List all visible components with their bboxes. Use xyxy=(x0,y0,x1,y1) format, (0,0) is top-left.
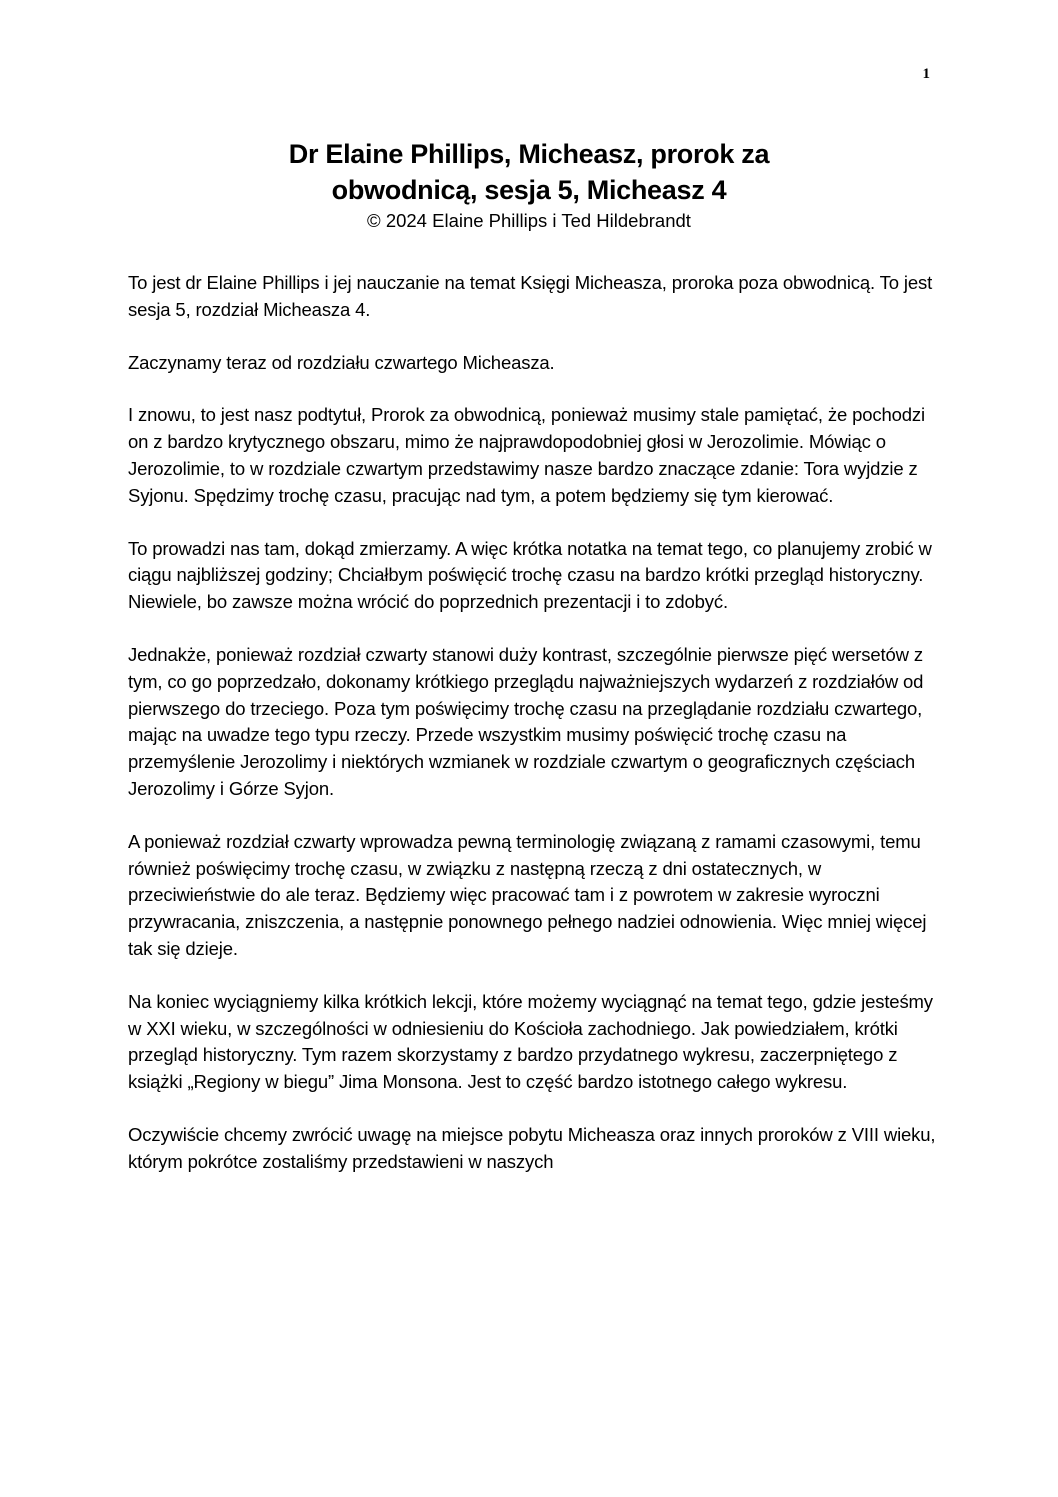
paragraph-2: Zaczynamy teraz od rozdziału czwartego Micheasza. xyxy=(128,351,555,373)
document-header xyxy=(128,136,930,234)
copyright-line: © 2024 Elaine Phillips i Ted Hildebrandt xyxy=(367,210,691,231)
paragraph-7: Na koniec wyciągniemy kilka krótkich lekcji, które możemy wyciągnąć na temat tego, gdzie jesteśmy w XXI wieku, w szczególności w odniesieniu do Kościoła zachodniego. Jak powiedziałem, krótki przegląd historyczny. Tym razem skorzystamy z bardzo przydatnego wykresu, zaczerpniętego z książki „Regiony w biegu” Jima Monsona. Jest to część bardzo istotnego całego wykresu. xyxy=(128,990,933,1093)
title-line-2: obwodnicą, sesja 5, Micheasz 4 xyxy=(331,175,727,205)
paragraph-4: To prowadzi nas tam, dokąd zmierzamy. A więc krótka notatka na temat tego, co planujemy zrobić w ciągu najbliższej godziny; Chciałbym poświęcić trochę czasu na bardzo krótki przegląd historyczny. Niewiele, bo zawsze można wrócić do poprzednich prezentacji i to zdobyć. xyxy=(128,537,932,613)
title-line-1: Dr Elaine Phillips, Micheasz, prorok za xyxy=(288,139,770,169)
paragraph-1: To jest dr Elaine Phillips i jej nauczanie na temat Księgi Micheasza, proroka poza obwodnicą. To jest sesja 5, rozdział Micheasza 4. xyxy=(128,272,933,320)
page-number: 1 xyxy=(922,66,930,82)
paragraph-5: Jednakże, ponieważ rozdział czwarty stanowi duży kontrast, szczególnie pierwsze pięć wersetów z tym, co go poprzedzało, dokonamy krótkiego przeglądu najważniejszych wydarzeń z rozdziałów od pierwszego do trzeciego. Poza tym poświęcimy trochę czasu na przeglądanie rozdziału czwartego, mając na uwadze tego typu rzeczy. Przede wszystkim musimy poświęcić trochę czasu na przemyślenie Jerozolimy i niektórych wzmianek w rozdziale czwartym o geograficznych częściach Jerozolimy i Górze Syjon. xyxy=(128,643,924,799)
document-body xyxy=(128,270,940,1202)
paragraph-6: A ponieważ rozdział czwarty wprowadza pewną terminologię związaną z ramami czasowymi, temu również poświęcimy trochę czasu, w związku z następną rzeczą z dni ostatecznych, w przeciwieństwie do ale teraz. Będziemy więc pracować tam i z powrotem w zakresie wyroczni przywracania, zniszczenia, a następnie ponownego pełnego nadziei odnowienia. Więc mniej więcej tak się dzieje. xyxy=(128,830,927,959)
document-title xyxy=(128,136,930,208)
paragraph-8: Oczywiście chcemy zwrócić uwagę na miejsce pobytu Micheasza oraz innych proroków z VIII wieku, którym pokrótce zostaliśmy przedstawieni w naszych xyxy=(128,1123,936,1172)
paragraph-3: I znowu, to jest nasz podtytuł, Prorok za obwodnicą, ponieważ musimy stale pamiętać, że pochodzi on z bardzo krytycznego obszaru, mimo że najprawdopodobniej głosi w Jerozolimie. Mówiąc o Jerozolimie, to w rozdziale czwartym przedstawimy nasze bardzo znaczące zdanie: Tora wyjdzie z Syjonu. Spędzimy trochę czasu, pracując nad tym, a potem będziemy się tym kierować. xyxy=(128,404,925,506)
